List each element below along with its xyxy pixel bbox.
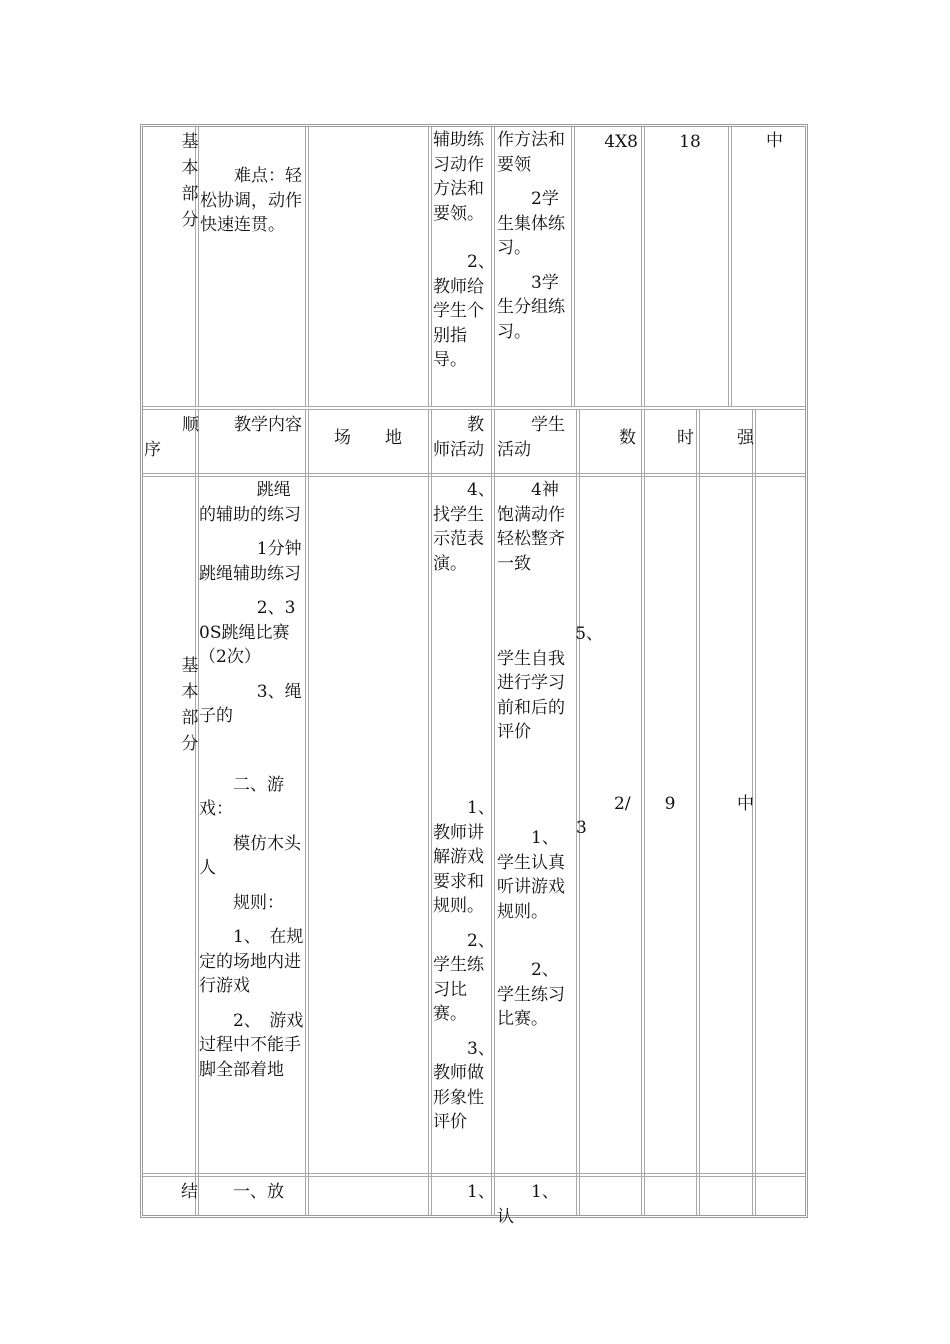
column-divider — [428, 127, 432, 406]
intensity-value: 中 — [737, 794, 754, 814]
content-difficulty: 难点：轻松协调，动作快速连贯。 — [200, 166, 302, 235]
column-divider — [728, 127, 732, 406]
section-label: 基 本 部 分 — [181, 656, 199, 754]
student-activity: 4神饱满动作轻松整齐一致 5、学生自我进行学习前和后的评价 — [497, 480, 604, 742]
count-value: 4X8 — [604, 132, 638, 152]
row-divider — [143, 473, 805, 477]
time-value: 9 — [664, 794, 676, 814]
header-time: 时 — [677, 428, 694, 448]
row-divider — [143, 406, 805, 410]
student-activity: 作方法和要领 2学生集体练习。 3学生分组练习。 — [497, 130, 565, 342]
section-label: 基 本 部 分 — [181, 132, 199, 230]
header-student: 学生活动 — [497, 415, 565, 460]
lesson-content: 一、放 — [233, 1182, 284, 1202]
lesson-content: 跳绳的辅助的练习 1分钟跳绳辅助练习 2、30S跳绳比赛（2次） 3、绳子的 二、游戏： 模仿木头人 规则： 1、 在规定的场地内进行游戏 2、 游戏过程中不能手脚全部着地 — [199, 480, 304, 1080]
intensity-value: 中 — [766, 131, 783, 151]
header-venue: 场 地 — [334, 428, 402, 448]
header-intensity: 强 — [737, 428, 754, 448]
count-value: 2/ — [614, 794, 631, 814]
column-divider — [641, 127, 645, 406]
count-value: 3 — [576, 818, 587, 838]
teacher-activity: 1、 — [467, 1182, 495, 1202]
header-count: 数 — [619, 428, 636, 448]
header-content: 教学内容 — [234, 415, 302, 435]
header-teacher: 教师活动 — [433, 415, 484, 460]
section-label: 结 — [181, 1182, 198, 1202]
teacher-activity: 4、找学生示范表演。 — [433, 480, 495, 574]
teacher-activity: 辅助练习动作方法和要领。 2、教师给学生个别指导。 — [433, 130, 495, 370]
time-value: 18 — [679, 132, 701, 152]
student-activity: 1、认 — [497, 1182, 559, 1227]
row-divider — [143, 1173, 805, 1177]
column-divider — [576, 410, 580, 1215]
teacher-activity: 1、教师讲解游戏要求和规则。 2、学生练习比赛。 3、教师做形象性评价 — [433, 798, 495, 1132]
student-activity: 1、学生认真听讲游戏规则。 2、学生练习比赛。 — [497, 828, 565, 1029]
column-divider — [571, 127, 575, 406]
header-order: 顺序 — [144, 415, 199, 460]
column-divider — [428, 410, 432, 1215]
